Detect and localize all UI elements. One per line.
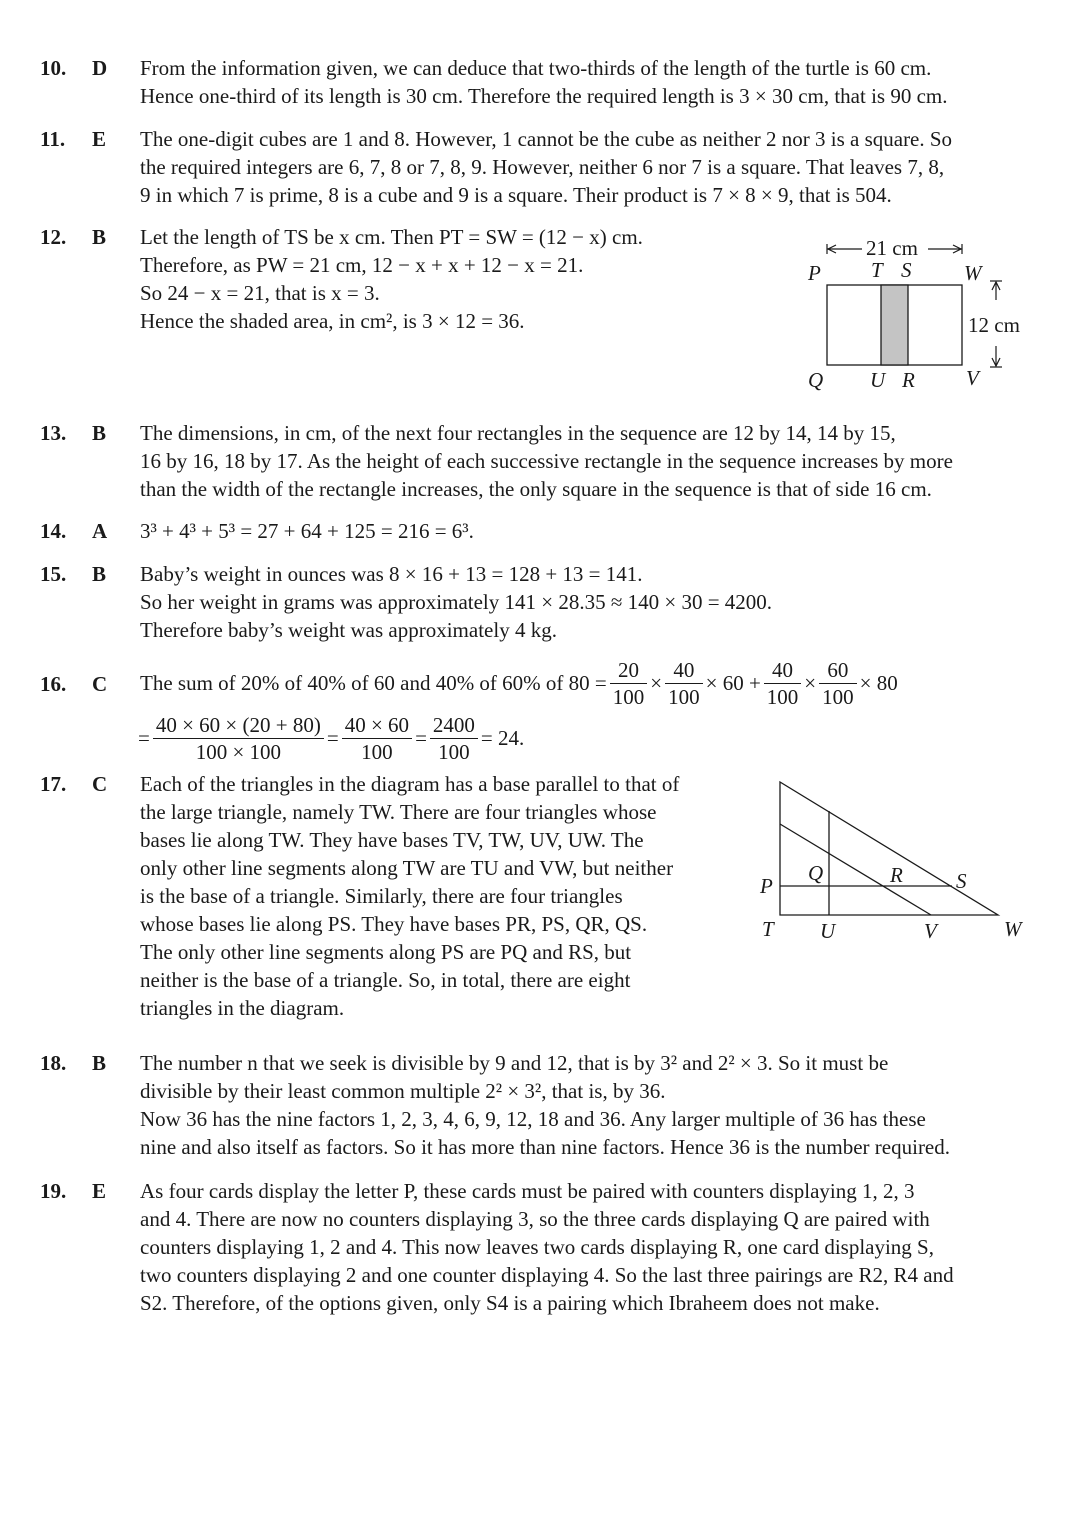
vertex-label: W xyxy=(964,261,982,285)
question-number: 11. xyxy=(40,127,66,151)
question-number: 18. xyxy=(40,1051,67,1075)
solution-text xyxy=(140,125,1040,209)
question-number: 17. xyxy=(40,772,67,796)
question-number: 19. xyxy=(40,1179,67,1203)
text-line: than the width of the rectangle increases, the only square in the sequence is that of side 16 cm. xyxy=(140,477,932,501)
height-label: 12 cm xyxy=(968,313,1020,337)
text-line: triangles in the diagram. xyxy=(140,996,345,1020)
vertex-label: R xyxy=(902,368,915,392)
answer-letter: E xyxy=(92,1179,107,1203)
fraction: $\frac{60}{100}$ xyxy=(819,657,857,710)
answer-letter: B xyxy=(92,562,107,586)
text-line: So her weight in grams was approximately 141 × 28.35 ≈ 140 × 30 = 4200. xyxy=(140,590,773,614)
text-line: 3³ + 4³ + 5³ = 27 + 64 + 125 = 216 = 6³. xyxy=(140,519,474,543)
vertex-label: T xyxy=(871,258,883,282)
text-line: counters displaying 1, 2 and 4. This now leaves two cards displaying R, one card displaying S, xyxy=(140,1235,934,1259)
text-line: As four cards display the letter P, these cards must be paired with counters displaying 1, 2, 3 xyxy=(140,1179,915,1203)
text-line: nine and also itself as factors. So it has more than nine factors. Hence 36 is the number required. xyxy=(140,1135,951,1159)
solution-text xyxy=(140,517,474,545)
vertex-label: U xyxy=(820,919,836,943)
text-line: the required integers are 6, 7, 8 or 7, 8, 9. However, neither 6 nor 7 is a square. That leaves 7, 8, xyxy=(140,155,945,179)
rectangle-diagram xyxy=(800,230,1040,400)
text-line: From the information given, we can deduce that two-thirds of the length of the turtle is 60 cm. xyxy=(140,56,932,80)
vertex-label: R xyxy=(890,863,903,887)
text-line: Therefore baby’s weight was approximately 4 kg. xyxy=(140,618,557,642)
text-line: So 24 − x = 21, that is x = 3. xyxy=(140,281,380,305)
solution-text xyxy=(140,1177,1040,1317)
operator: = 24. xyxy=(480,726,525,750)
operator: × xyxy=(804,671,817,695)
solution-text xyxy=(140,770,710,1022)
solution-text xyxy=(140,654,1040,764)
solution-text xyxy=(140,223,760,335)
answer-letter: B xyxy=(92,1051,107,1075)
vertex-label: P xyxy=(808,261,821,285)
operator: × 60 + xyxy=(705,671,761,695)
vertex-label: V xyxy=(966,366,979,390)
text-line: neither is the base of a triangle. So, in total, there are eight xyxy=(140,968,631,992)
operator: = xyxy=(326,726,339,750)
text-line: Hence the shaded area, in cm², is 3 × 12 = 36. xyxy=(140,309,525,333)
equation-line-1 xyxy=(140,654,1040,712)
fraction: $\frac{40}{100}$ xyxy=(764,657,802,710)
vertex-label: U xyxy=(870,368,886,392)
vertex-label: T xyxy=(762,917,774,941)
vertex-label: Q xyxy=(808,368,824,392)
answer-letter: E xyxy=(92,127,107,151)
answer-letter: D xyxy=(92,56,108,80)
text-line: Now 36 has the nine factors 1, 2, 3, 4, 6, 9, 12, 18 and 36. Any larger multiple of 36 has these xyxy=(140,1107,926,1131)
question-number: 13. xyxy=(40,421,67,445)
answer-letter: C xyxy=(92,772,108,796)
text-line: 9 in which 7 is prime, 8 is a cube and 9 is a square. Their product is 7 × 8 × 9, that is 504. xyxy=(140,183,892,207)
text-line: whose bases lie along PS. They have bases PR, PS, QR, QS. xyxy=(140,912,648,936)
vertex-label: W xyxy=(1004,917,1022,941)
answer-letter: B xyxy=(92,421,107,445)
text-line: 16 by 16, 18 by 17. As the height of each successive rectangle in the sequence increases by more xyxy=(140,449,953,473)
text-line: The only other line segments along PS are PQ and RS, but xyxy=(140,940,632,964)
text-line: Each of the triangles in the diagram has a base parallel to that of xyxy=(140,772,680,796)
text-line: Therefore, as PW = 21 cm, 12 − x + x + 12 − x = 21. xyxy=(140,253,584,277)
vertex-label: P xyxy=(760,874,773,898)
fraction: $\frac{40 \times 60 \times (20 + 80)}{100 \times 100}$ xyxy=(153,712,324,765)
width-label: 21 cm xyxy=(866,236,918,260)
operator: × 80 xyxy=(859,671,898,695)
vertex-label: Q xyxy=(808,861,824,885)
solution-text xyxy=(140,1049,1040,1161)
solution-text xyxy=(140,54,1040,110)
text-line: S2. Therefore, of the options given, only S4 is a pairing which Ibraheem does not make. xyxy=(140,1291,880,1315)
vertex-label: S xyxy=(901,258,912,282)
text-line: divisible by their least common multiple 2² × 3², that is, by 36. xyxy=(140,1079,666,1103)
fraction: $\frac{40 \times 60}{100}$ xyxy=(342,712,412,765)
triangle-diagram xyxy=(750,770,1040,950)
text-line: two counters displaying 2 and one counter displaying 4. So the last three pairings are R2, R4 and xyxy=(140,1263,954,1287)
vertex-label: V xyxy=(924,919,937,943)
text-line: Hence one-third of its length is 30 cm. Therefore the required length is 3 × 30 cm, that is 90 cm. xyxy=(140,84,948,108)
question-number: 15. xyxy=(40,562,67,586)
solution-text xyxy=(140,419,1040,503)
solution-text xyxy=(140,560,1040,644)
fraction: $\frac{2400}{100}$ xyxy=(430,712,478,765)
text-line: The one-digit cubes are 1 and 8. However, 1 cannot be the cube as neither 2 nor 3 is a square. So xyxy=(140,127,953,151)
text-line: Baby’s weight in ounces was 8 × 16 + 13 = 128 + 13 = 141. xyxy=(140,562,643,586)
answer-letter: A xyxy=(92,519,108,543)
question-number: 10. xyxy=(40,56,67,80)
text-line: Let the length of TS be x cm. Then PT = SW = (12 − x) cm. xyxy=(140,225,643,249)
operator: × xyxy=(650,671,663,695)
answer-letter: C xyxy=(92,672,108,696)
operator: = xyxy=(138,726,150,750)
text-line: The number n that we seek is divisible by 9 and 12, that is by 3² and 2² × 3. So it must be xyxy=(140,1051,889,1075)
operator: = xyxy=(415,726,427,750)
text-line: and 4. There are now no counters displaying 3, so the three cards displaying Q are paired with xyxy=(140,1207,930,1231)
fraction: $\frac{20}{100}$ xyxy=(610,657,648,710)
answer-letter: B xyxy=(92,225,107,249)
intro-text: The sum of 20% of 40% of 60 and 40% of 60% of 80 = xyxy=(140,671,607,695)
text-line: only other line segments along TW are TU and VW, but neither xyxy=(140,856,674,880)
text-line: bases lie along TW. They have bases TV, TW, UV, UW. The xyxy=(140,828,644,852)
question-number: 16. xyxy=(40,672,67,696)
vertex-label: S xyxy=(956,869,967,893)
question-number: 14. xyxy=(40,519,67,543)
text-line: the large triangle, namely TW. There are four triangles whose xyxy=(140,800,657,824)
text-line: is the base of a triangle. Similarly, there are four triangles xyxy=(140,884,623,908)
equation-line-2 xyxy=(138,712,1040,764)
text-line: The dimensions, in cm, of the next four rectangles in the sequence are 12 by 14, 14 by 15, xyxy=(140,421,896,445)
fraction: $\frac{40}{100}$ xyxy=(665,657,703,710)
question-number: 12. xyxy=(40,225,67,249)
